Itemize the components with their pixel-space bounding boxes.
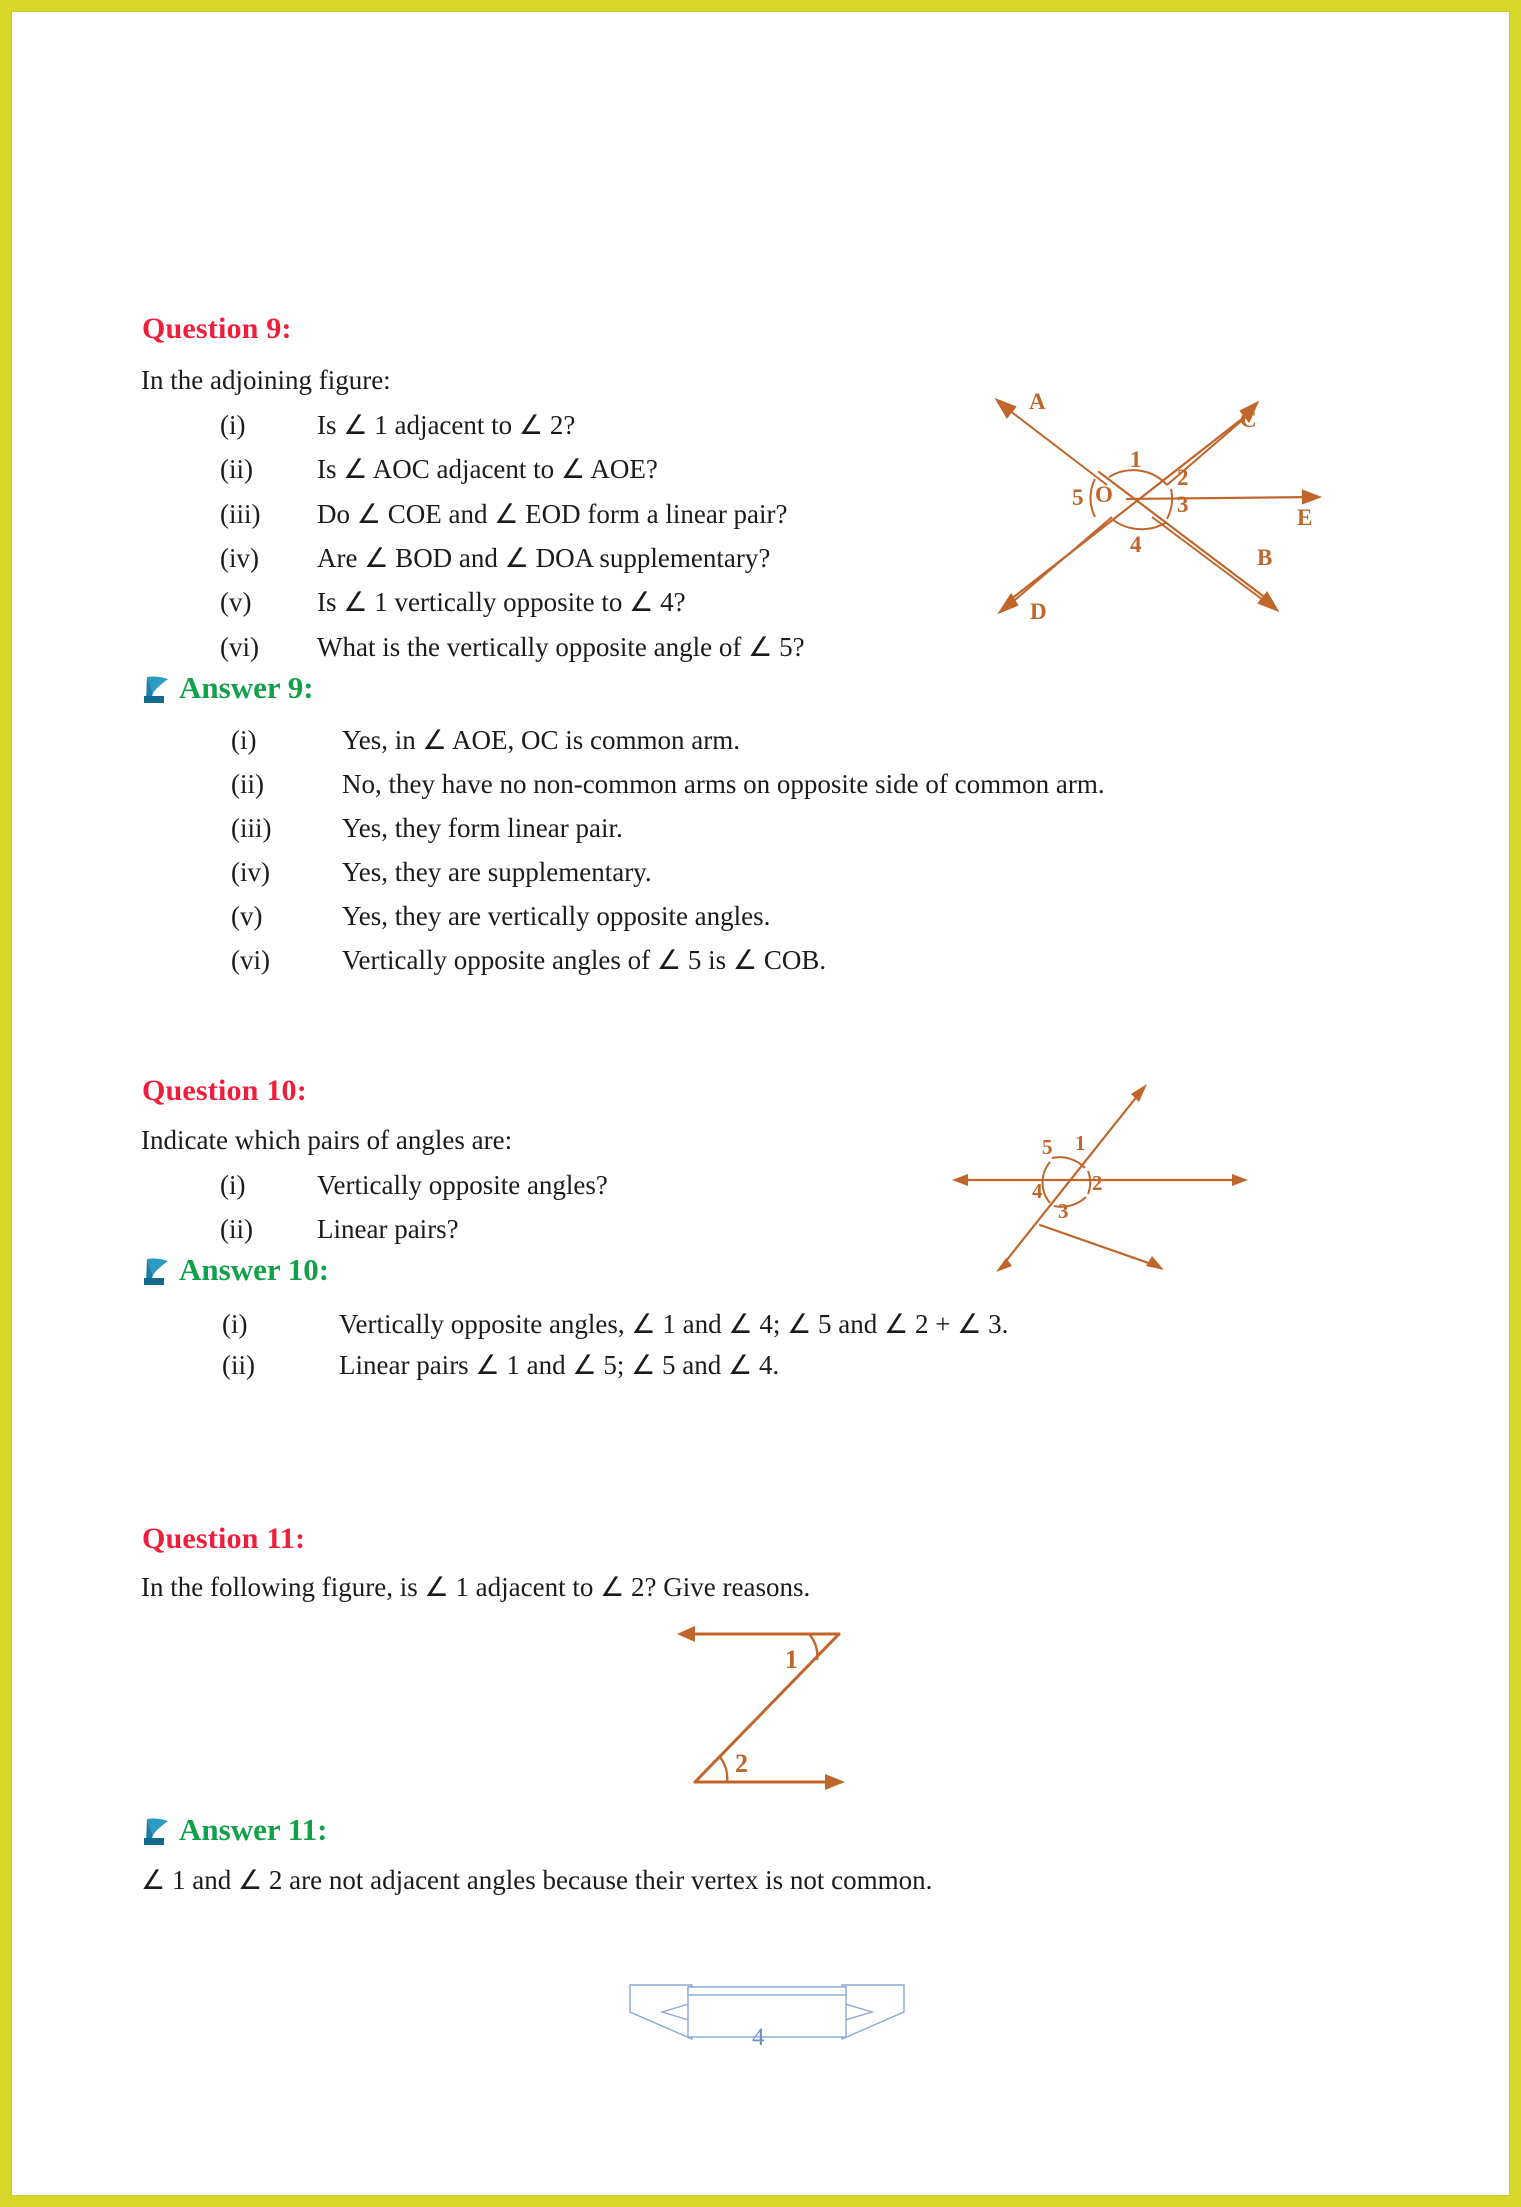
figure-angle-2: 2 — [735, 1749, 748, 1778]
answer-9-item-text: Yes, they are supplementary. — [342, 857, 652, 887]
footer-ribbon — [622, 1967, 912, 2057]
figure-label-C: C — [1240, 407, 1257, 432]
figure-angle-1: 1 — [1075, 1131, 1086, 1155]
figure-angle-1: 1 — [785, 1645, 798, 1674]
answer-9-item-num: (iv) — [231, 857, 270, 887]
answer-10-item-text: Linear pairs ∠ 1 and ∠ 5; ∠ 5 and ∠ 4. — [339, 1350, 780, 1380]
question-11-heading: Question 11: — [142, 1522, 306, 1555]
question-9-item-text: Do ∠ COE and ∠ EOD form a linear pair? — [317, 499, 788, 529]
figure-angle-3: 3 — [1177, 492, 1189, 517]
question-9-item-text: Is ∠ 1 vertically opposite to ∠ 4? — [317, 587, 686, 617]
question-9-item-num: (iv) — [220, 543, 259, 573]
question-9-item-text: Is ∠ AOC adjacent to ∠ AOE? — [317, 454, 658, 484]
question-9-item-num: (iii) — [220, 499, 261, 529]
page-number: 4 — [752, 2024, 765, 2051]
figure-label-B: B — [1257, 545, 1273, 570]
answer-9-item-num: (iii) — [231, 813, 272, 843]
leaf-logo-icon — [141, 673, 175, 705]
answer-9-item-text: Yes, they are vertically opposite angles. — [342, 901, 771, 931]
leaf-logo-icon — [141, 1255, 175, 1287]
question-9-item-text: Are ∠ BOD and ∠ DOA supplementary? — [317, 543, 771, 573]
question-9-item-text: What is the vertically opposite angle of ∠ 5? — [317, 632, 805, 662]
leaf-logo-icon — [141, 1815, 175, 1847]
question-9-item-num: (i) — [220, 410, 246, 440]
answer-9-item-num: (i) — [231, 725, 257, 755]
figure-angle-2: 2 — [1177, 465, 1189, 490]
answer-9-item-num: (ii) — [231, 769, 264, 799]
answer-9-item-text: Yes, in ∠ AOE, OC is common arm. — [342, 725, 740, 755]
figure-label-O: O — [1095, 482, 1113, 507]
figure-angle-5: 5 — [1042, 1135, 1053, 1159]
question-9-item-num: (ii) — [220, 454, 253, 484]
answer-9-item-text: Yes, they form linear pair. — [342, 813, 623, 843]
question-9-item-num: (v) — [220, 587, 252, 617]
answer-10-heading — [141, 1252, 329, 1288]
question-9-heading: Question 9: — [142, 312, 292, 345]
question-10-item-num: (ii) — [220, 1214, 253, 1244]
answer-10-heading-label: Answer 10: — [179, 1252, 330, 1287]
answer-10-item-num: (i) — [222, 1309, 248, 1339]
figure-angle-4: 4 — [1032, 1179, 1043, 1203]
question-10-item-num: (i) — [220, 1170, 246, 1200]
figure-label-A: A — [1029, 389, 1046, 414]
question-9-item-num: (vi) — [220, 632, 259, 662]
answer-9-item-num: (vi) — [231, 945, 270, 975]
answer-9-heading-label: Answer 9: — [179, 670, 314, 705]
figure-label-D: D — [1030, 599, 1047, 624]
question-10-item-text: Linear pairs? — [317, 1214, 459, 1244]
question-10-figure — [942, 1070, 1272, 1290]
question-9-item-text: Is ∠ 1 adjacent to ∠ 2? — [317, 410, 576, 440]
question-9-figure — [967, 367, 1327, 627]
answer-11-text: ∠ 1 and ∠ 2 are not adjacent angles because their vertex is not common. — [141, 1865, 933, 1895]
answer-9-item-num: (v) — [231, 901, 263, 931]
figure-angle-1: 1 — [1130, 447, 1142, 472]
figure-angle-4: 4 — [1130, 532, 1142, 557]
answer-10-item-num: (ii) — [222, 1350, 255, 1380]
figure-angle-5: 5 — [1072, 485, 1084, 510]
question-9-intro: In the adjoining figure: — [141, 365, 391, 395]
answer-11-heading-label: Answer 11: — [179, 1812, 328, 1847]
figure-angle-2: 2 — [1092, 1171, 1103, 1195]
answer-11-heading — [141, 1812, 327, 1848]
answer-9-heading — [141, 670, 314, 706]
question-10-intro: Indicate which pairs of angles are: — [141, 1125, 513, 1155]
figure-label-E: E — [1297, 505, 1313, 530]
question-11-intro: In the following figure, is ∠ 1 adjacent to ∠ 2? Give reasons. — [141, 1572, 811, 1602]
question-10-heading: Question 10: — [142, 1074, 307, 1107]
page-frame — [11, 11, 1510, 2196]
question-11-figure — [657, 1612, 877, 1812]
question-10-item-text: Vertically opposite angles? — [317, 1170, 608, 1200]
figure-angle-3: 3 — [1058, 1199, 1069, 1223]
answer-9-item-text: No, they have no non-common arms on opposite side of common arm. — [342, 769, 1105, 799]
answer-10-item-text: Vertically opposite angles, ∠ 1 and ∠ 4; ∠ 5 and ∠ 2 + ∠ 3. — [339, 1309, 1009, 1339]
answer-9-item-text: Vertically opposite angles of ∠ 5 is ∠ COB. — [342, 945, 827, 975]
